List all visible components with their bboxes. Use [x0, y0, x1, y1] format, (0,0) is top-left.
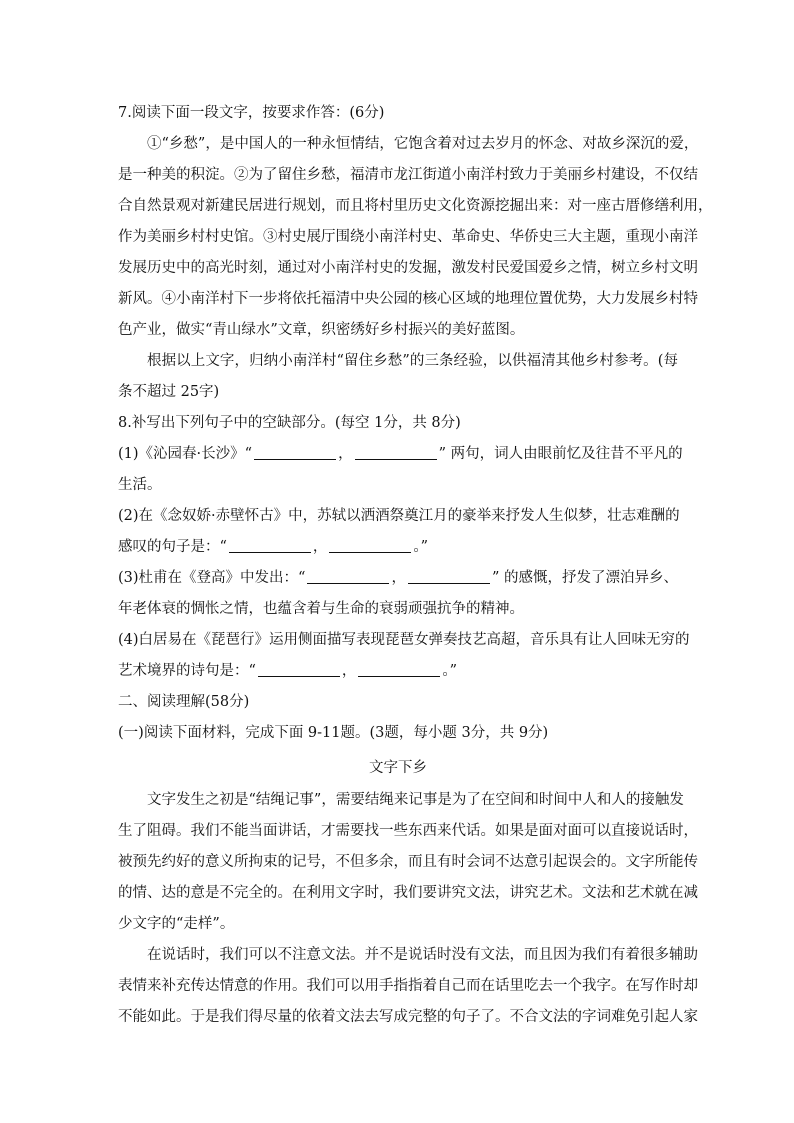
- q8-item-4-sep: ，: [341, 663, 357, 679]
- answer-blank[interactable]: [307, 568, 389, 584]
- q7-passage-line: 色产业，做实“青山绿水”文章，织密绣好乡村振兴的美好蓝图。: [118, 322, 525, 338]
- q7-task-line: 条不超过 25字): [118, 384, 220, 400]
- article-line: 被预先约好的意义所拘束的记号，不但多余，而且有时会词不达意引起误会的。文字所能传: [118, 854, 698, 870]
- q7-header: 7.阅读下面一段文字，按要求作答：(6分): [118, 105, 385, 121]
- section-header: 二、阅读理解(58分): [118, 694, 250, 710]
- article-line: 表情来补充传达情意的作用。我们可以用手指指着自己而在话里吃去一个我字。在写作时却: [118, 978, 698, 994]
- q8-item-1-cont: 生活。: [118, 477, 162, 493]
- article-title: 文字下乡: [369, 760, 427, 776]
- q8-item-4-suffix: 。”: [442, 663, 458, 679]
- q8-item-1-sep: ，: [338, 446, 353, 462]
- q8-item-3: [118, 568, 678, 588]
- q8-item-1-prefix: (1)《沁园春·长沙》“: [118, 446, 253, 462]
- q7-task-line: 根据以上文字，归纳小南洋村“留住乡愁”的三条经验，以供福清其他乡村参考。(每: [147, 353, 678, 369]
- q8-item-4: [118, 661, 678, 681]
- answer-blank[interactable]: [229, 537, 311, 553]
- answer-blank[interactable]: [254, 444, 336, 460]
- q7-passage-line: 合自然景观对新建民居进行规划，而且将村里历史文化资源挖掘出来：对一座古厝修缮利用，: [118, 198, 713, 214]
- answer-blank[interactable]: [408, 568, 490, 584]
- article-line: 少文字的“走样”。: [118, 916, 235, 932]
- answer-blank[interactable]: [355, 444, 437, 460]
- article-line: 的情、达的意是不完全的。在利用文字时，我们要讲究文法，讲究艺术。文法和艺术就在减: [118, 885, 698, 901]
- article-line: 文字发生之初是“结绳记事”，需要结绳来记事是为了在空间和时间中人和人的接触发: [147, 792, 684, 808]
- q8-item-2-sep: ，: [312, 539, 328, 555]
- q8-item-2-prefix: 感叹的句子是：“: [118, 539, 227, 555]
- q7-passage-line: 是一种美的积淀。②为了留住乡愁，福清市龙江街道小南洋村致力于美丽乡村建设，不仅结: [118, 167, 698, 183]
- q8-item-2-suffix: 。”: [413, 539, 429, 555]
- q7-passage-line: 作为美丽乡村村史馆。③村史展厅围绕小南洋村史、革命史、华侨史三大主题，重现小南洋: [118, 229, 698, 245]
- answer-blank[interactable]: [329, 537, 411, 553]
- q8-header: 8.补写出下列句子中的空缺部分。(每空 1分，共 8分): [118, 415, 461, 431]
- q8-item-3-cont: 年老体衰的惆怅之情，也蕴含着与生命的衰弱顽强抗争的精神。: [118, 601, 524, 617]
- q8-item-4-prefix: 艺术境界的诗句是：“: [118, 663, 256, 679]
- q8-item-4-line: (4)白居易在《琵琶行》运用侧面描写表现琵琶女弹奏技艺高超，音乐具有让人回味无穷的: [118, 632, 690, 648]
- q8-item-1-suffix: ” 两句，词人由眼前忆及往昔不平凡的: [438, 446, 683, 462]
- q8-item-2: [118, 537, 678, 557]
- article-line: 不能如此。于是我们得尽量的依着文法去写成完整的句子了。不合文法的字词难免引起人家: [118, 1009, 698, 1025]
- q7-passage-line: ①“乡愁”，是中国人的一种永恒情结，它饱含着对过去岁月的怀念、对故乡深沉的爱，: [147, 136, 699, 152]
- article-line: 生了阻碍。我们不能当面讲话，才需要找一些东西来代话。如果是面对面可以直接说话时，: [118, 823, 698, 839]
- q8-item-1: [118, 444, 683, 464]
- q8-item-3-suffix: ” 的感慨，抒发了漂泊异乡、: [491, 570, 678, 586]
- q7-passage-line: 新风。④小南洋村下一步将依托福清中央公园的核心区域的地理位置优势，大力发展乡村特: [118, 291, 698, 307]
- answer-blank[interactable]: [358, 661, 440, 677]
- answer-blank[interactable]: [258, 661, 340, 677]
- subsection-header: (一)阅读下面材料，完成下面 9-11题。(3题，每小题 3分，共 9分): [118, 725, 549, 741]
- q8-item-3-sep: ，: [391, 570, 406, 586]
- q8-item-2-line: (2)在《念奴娇·赤壁怀古》中，苏轼以洒酒祭奠江月的豪举来抒发人生似梦，壮志难酬的: [118, 508, 680, 524]
- q7-passage-line: 发展历史中的高光时刻，通过对小南洋村史的发掘，激发村民爱国爱乡之情，树立乡村文明: [118, 260, 698, 276]
- article-line: 在说话时，我们可以不注意文法。并不是说话时没有文法，而且因为我们有着很多辅助: [147, 947, 698, 963]
- q8-item-3-prefix: (3)杜甫在《登高》中发出：“: [118, 570, 306, 586]
